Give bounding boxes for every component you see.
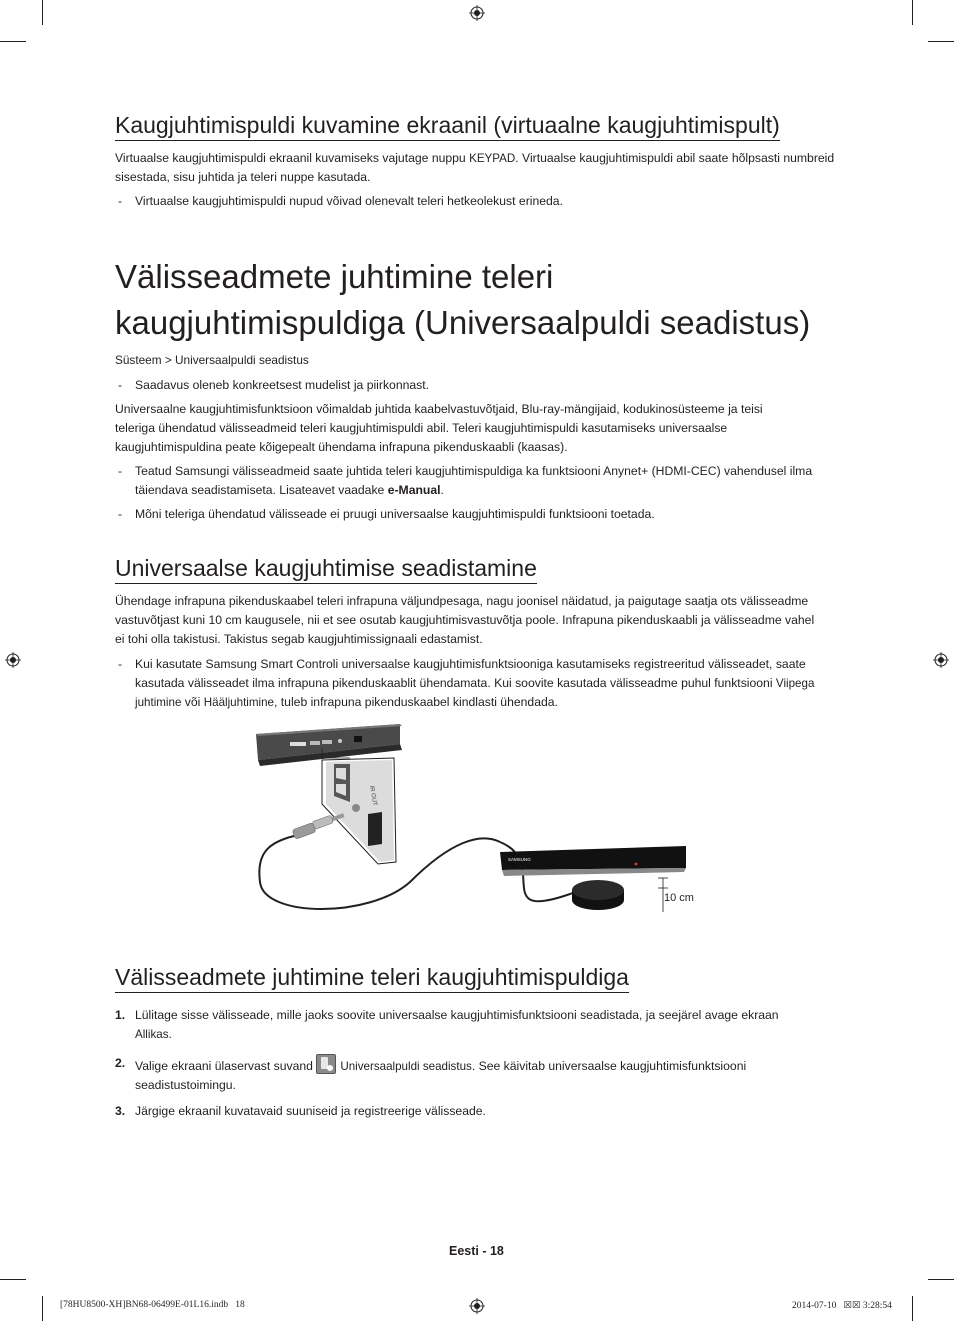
step-number: 2. — [115, 1056, 126, 1070]
external-device — [500, 846, 686, 876]
step-text: Järgige ekraanil kuvatavaid suuniseid ja registreerige välisseade. — [135, 1104, 486, 1118]
note-dash: - — [118, 194, 123, 208]
step — [115, 1006, 815, 1044]
note-dash: - — [118, 464, 123, 478]
step-number: 1. — [115, 1008, 126, 1022]
page-title-line: Välisseadmete juhtimine teleri — [115, 258, 554, 295]
note — [115, 376, 840, 395]
note-text: Saadavus oleneb konkreetsest mudelist ja piirkonnast. — [135, 378, 430, 392]
registration-mark-icon — [469, 5, 485, 21]
crop-mark — [0, 41, 26, 42]
paragraph-text: Virtuaalse kaugjuhtimispuldi ekraanil kuvamiseks vajutage nuppu — [115, 151, 470, 165]
screen-name: Allikas — [135, 1028, 169, 1041]
brand-label: SAMSUNG — [508, 857, 531, 862]
registration-mark-icon — [469, 1298, 485, 1314]
e-manual-link[interactable]: e-Manual — [387, 483, 441, 497]
distance-marker — [658, 878, 694, 912]
page-number: Eesti - 18 — [449, 1244, 504, 1258]
svg-text:IR OUT: IR OUT — [368, 785, 378, 807]
note-text: Virtuaalse kaugjuhtimispuldi nupud võivad olenevalt teleri hetkeolekust erineda. — [135, 194, 563, 208]
ir-cable-connection-figure — [250, 722, 700, 922]
crop-mark — [42, 0, 43, 25]
note-text: Kui kasutate Samsung Smart Controli universaalse kaugjuhtimisfunktsiooniga kasutamiseks registreeritud välisseadet, saate kasutada välisseadet ilma infrapuna pikenduskaablit ühendamata. Kui soovite kasutada välisseadme puhul funktsiooni — [135, 657, 806, 690]
step-text: . — [168, 1027, 172, 1041]
note-text: Teatud Samsungi välisseadmeid saate juhtida teleri kaugjuhtimispuldiga ka funktsiooni Anynet+ (HDMI-CEC) vahendusel ilma täiendava seadistamiseta. Lisateavet vaadake — [135, 464, 813, 497]
note-text: , tuleb infrapuna pikenduskaabel kindlasti ühendada. — [274, 695, 558, 709]
crop-mark — [928, 41, 954, 42]
note — [115, 655, 840, 712]
note-dash: - — [118, 378, 123, 392]
step-number: 3. — [115, 1104, 126, 1118]
step-text: Valige ekraani ülaservast suvand — [135, 1059, 317, 1073]
paragraph: Ühendage infrapuna pikenduskaabel teleri infrapuna väljundpesaga, nagu joonisel näidatud, ja paigutage saatja ots välisseadme vastuvõtjast kuni 10 cm kaugusele, nii et see osutab kaugjuhtimisvastuvõtja poole. Infrapuna pikenduskaabli ja välisseadme vahel ei tohi olla takistusi. Takistus segab kaugjuhtimissignaali edastamist. — [115, 594, 815, 646]
step-text: Lülitage sisse välisseade, mille jaoks soovite universaalse kaugjuhtimisfunktsiooni seadistada, ja seejärel avage ekraan — [135, 1008, 779, 1022]
universal-remote-icon — [316, 1054, 336, 1074]
menu-path-separator: > — [164, 353, 172, 367]
crop-mark — [912, 1296, 913, 1321]
step — [115, 1054, 815, 1095]
section-heading: Kaugjuhtimispuldi kuvamine ekraanil (virtuaalne kaugjuhtimispult) — [115, 111, 780, 141]
menu-path-item: Universaalpuldi seadistus — [175, 353, 309, 367]
note-dash: - — [118, 507, 123, 521]
note — [115, 505, 840, 524]
feature-name: Hääljuhtimine — [203, 696, 275, 709]
paragraph-text: . Virtuaalse kaugjuhtimispuldi abil saate hõlpsasti numbreid sisestada, sisu juhtida ja teleri nuppe kasutada. — [115, 151, 835, 184]
section-heading: Välisseadmete juhtimine teleri kaugjuhtimispuldiga — [115, 963, 629, 993]
menu-path-item: Süsteem — [115, 353, 162, 367]
menu-item-name: Universaalpuldi seadistus — [340, 1060, 472, 1073]
section-heading: Universaalse kaugjuhtimise seadistamine — [115, 554, 537, 584]
crop-mark — [42, 1296, 43, 1321]
ir-emitter — [572, 880, 624, 910]
crop-mark — [928, 1279, 954, 1280]
step-text: . See käivitab universaalse kaugjuhtimisfunktsiooni seadistustoimingu. — [135, 1059, 747, 1092]
distance-label: 10 cm — [664, 892, 694, 904]
note — [115, 192, 840, 211]
zoomed-ir-port-panel — [322, 758, 396, 864]
note-dash: - — [118, 657, 123, 671]
note-text: Mõni teleriga ühendatud välisseade ei pruugi universaalse kaugjuhtimispuldi funktsiooni toetada. — [135, 507, 655, 521]
print-timestamp: 2014-07-10 ☒☒ 3:28:54 — [792, 1301, 892, 1311]
menu-path — [115, 351, 840, 370]
crop-mark — [0, 1279, 26, 1280]
paragraph — [115, 149, 840, 187]
print-file-info: [78HU8500-XH]BN68-06499E-01L16.indb 18 — [60, 1300, 245, 1310]
note-text: . — [440, 483, 444, 497]
registration-mark-icon — [5, 652, 21, 668]
step — [115, 1102, 840, 1121]
note — [115, 462, 840, 500]
page-title — [115, 254, 810, 346]
key-name: KEYPAD — [469, 152, 516, 165]
paragraph: Universaalne kaugjuhtimisfunktsioon võimaldab juhtida kaabelvastuvõtjaid, Blu-ray-mängijaid, kodukinosüsteeme ja teisi teleriga ühendatud välisseadmeid teleri kaugjuhtimispuldi abil. Teleri kaugjuhtimispuldi kasutamiseks universaalse kaugjuhtimispuldina peate kõigepealt ühendama infrapuna pikenduskaabli (kaasas). — [115, 402, 763, 454]
registration-mark-icon — [933, 652, 949, 668]
feature-name: Viipega juhtimine — [135, 677, 815, 709]
crop-mark — [912, 0, 913, 25]
page-title-line: kaugjuhtimispuldiga (Universaalpuldi seadistus) — [115, 304, 811, 341]
note-text: või — [181, 695, 204, 709]
